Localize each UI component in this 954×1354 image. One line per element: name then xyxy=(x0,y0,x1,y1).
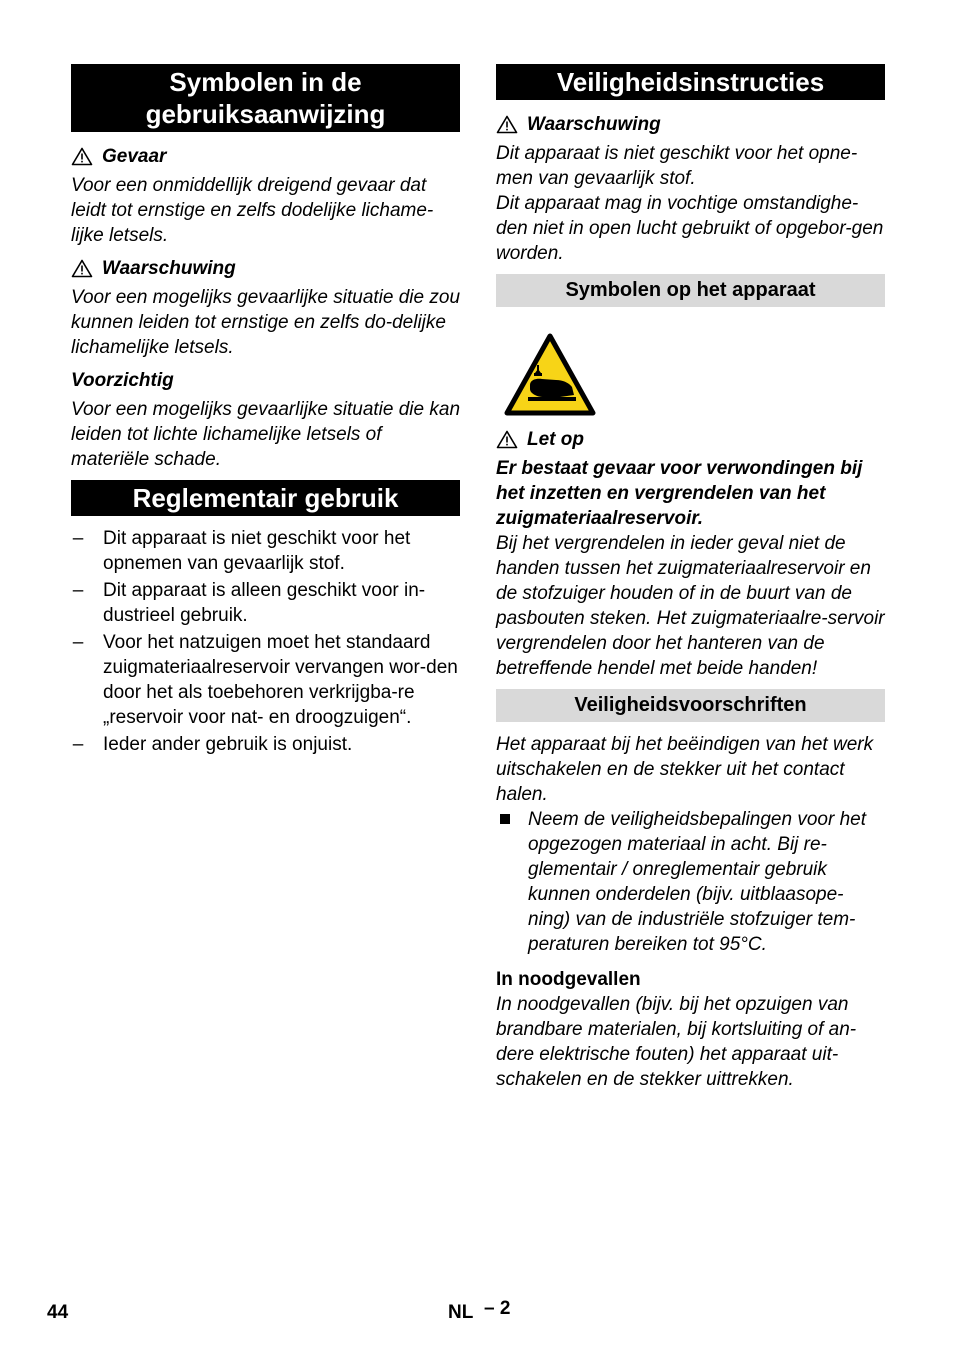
section-page: – 2 xyxy=(484,1298,511,1319)
label-waarschuwing: Waarschuwing xyxy=(71,256,460,281)
text-waarschuwing: Voor een mogelijks gevaarlijke situatie die zou kunnen leiden tot ernstige en zelfs do-delijke lichamelijke letsels. xyxy=(71,287,461,358)
warning-triangle-icon xyxy=(71,259,93,278)
warning-triangle-icon xyxy=(496,430,518,449)
text-gevaar: Voor een onmiddellijk dreigend gevaar dat leidt tot ernstige en zelfs dodelijke lichame-lijke letsels. xyxy=(71,175,434,246)
usage-list xyxy=(71,526,460,757)
page-number: 44 xyxy=(47,1302,69,1323)
text-let-op-bold: Er bestaat gevaar voor verwondingen bij het inzetten en vergrendelen van het zuigmateriaalreservoir. xyxy=(496,458,863,529)
text-in-noodgevallen: In noodgevallen (bijv. bij het opzuigen van brandbare materialen, bij kortsluiting of an-dere elektrische fouten) het apparaat uit-schakelen en de stekker uittrekken. xyxy=(496,994,857,1090)
heading-reglementair-gebruik: Reglementair gebruik xyxy=(71,480,460,516)
label-let-op: Let op xyxy=(496,427,885,452)
right-column xyxy=(496,64,885,1092)
text-voorzichtig: Voor een mogelijks gevaarlijke situatie die kan leiden tot lichte lichamelijke letsels of materiële schade. xyxy=(71,399,461,470)
left-column xyxy=(71,64,460,759)
list-item: – Dit apparaat is niet geschikt voor het opnemen van gevaarlijk stof. xyxy=(72,528,411,574)
heading-veiligheidsinstructies: Veiligheidsinstructies xyxy=(496,64,885,100)
list-item: – Voor het natzuigen moet het standaard zuigmateriaalreservoir vervangen wor-den door het als toebehoren verkrijgba-re „reservoir voor nat- en droogzuigen“. xyxy=(72,632,458,728)
heading-symbolen-gebruiksaanwijzing: Symbolen in de gebruiksaanwijzing xyxy=(71,64,460,132)
heading-symbolen-apparaat: Symbolen op het apparaat xyxy=(496,274,885,307)
language-code: NL xyxy=(448,1302,474,1323)
list-item: – Ieder ander gebruik is onjuist. xyxy=(72,734,353,755)
warning-triangle-icon xyxy=(496,115,518,134)
text-waarschuwing-1: Dit apparaat is niet geschikt voor het opne-men van gevaarlijk stof. xyxy=(496,143,858,189)
list-item: Neem de veiligheidsbepalingen voor het opgezogen materiaal in acht. Bij re-glementair / onreglementair gebruik kunnen onderdelen (bijv. uitblaasope-ning) van de industriële stofzuiger tem-peraturen bereiken tot 95°C. xyxy=(496,807,885,957)
label-in-noodgevallen: In noodgevallen xyxy=(496,969,641,990)
square-bullet-icon xyxy=(500,814,510,824)
label-voorzichtig: Voorzichtig xyxy=(71,370,174,391)
hand-crush-hazard-icon xyxy=(504,333,596,417)
heading-veiligheidsvoorschriften: Veiligheidsvoorschriften xyxy=(496,689,885,722)
warning-triangle-icon xyxy=(71,147,93,166)
list-item: – Dit apparaat is alleen geschikt voor in-dustrieel gebruik. xyxy=(72,580,426,626)
text-waarschuwing-2: Dit apparaat mag in vochtige omstandighe-den niet in open lucht gebruikt of opgebor-gen worden. xyxy=(496,193,884,264)
text-let-op: Bij het vergrendelen in ieder geval niet de handen tussen het zuigmateriaalreservoir en de stofzuiger houden of in de buurt van de pasbouten steken. Het zuigmateriaalre-servoir vergrendelen door het hanteren van de betreffende hendel met beide handen! xyxy=(496,533,885,679)
hazard-sign-container xyxy=(496,333,885,417)
text-voorschriften: Het apparaat bij het beëindigen van het werk uitschakelen en de stekker uit het contact halen. xyxy=(496,734,874,805)
label-waarschuwing: Waarschuwing xyxy=(496,112,885,137)
label-gevaar: Gevaar xyxy=(71,144,460,169)
